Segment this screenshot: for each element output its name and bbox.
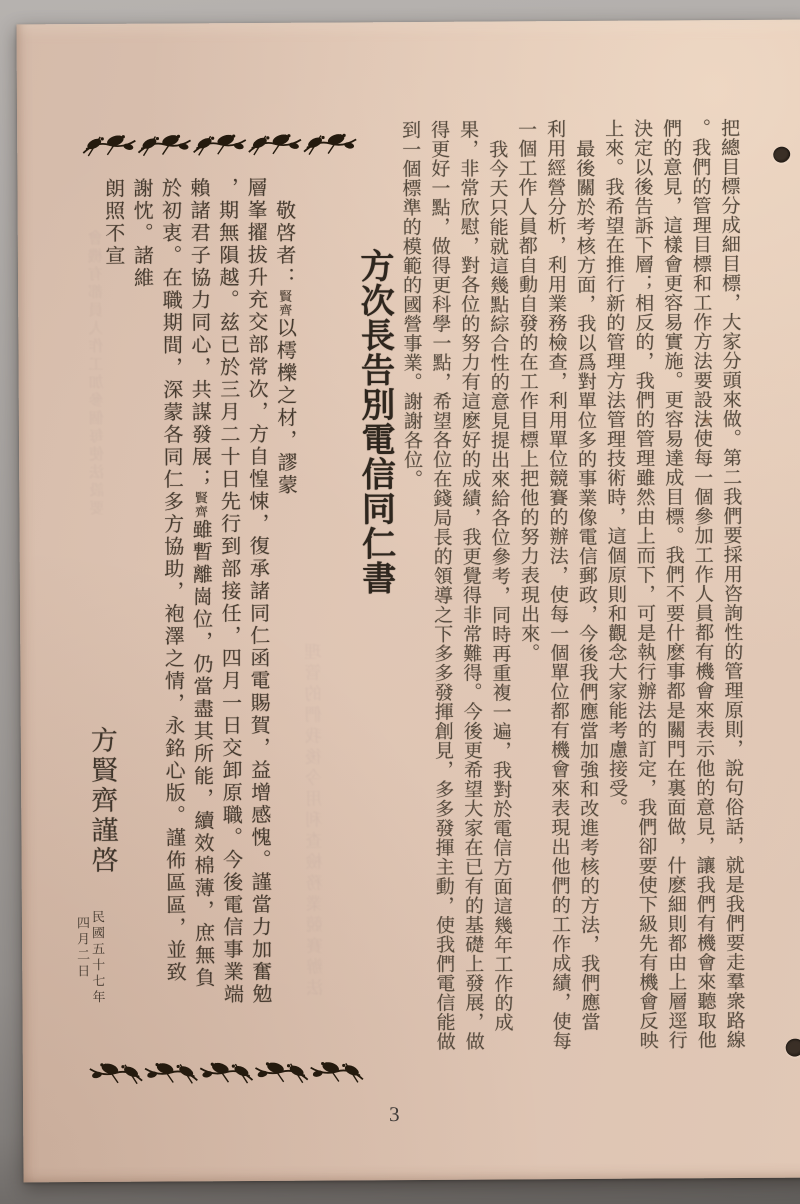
text-column xyxy=(269,177,303,1047)
text-column: 們的意見，這樣會更容易實施。更容易達成目標。我們不要什麽事都是關門在裏面做，什麽細則都由上層逕行 xyxy=(660,118,687,1050)
text-column: 朗照不宣 xyxy=(101,177,124,268)
text-column: 利用經營分析，利用業務檢查，利用單位競賽的辦法，使每一個單位都有機會來表現出他們的工作成績，使每 xyxy=(544,119,571,1051)
text-column: 我今天只能就這幾點綜合性的意見提出來給各位參考，同時再重複一遍，我對於電信方面這幾年工作的成 xyxy=(486,139,513,1032)
floral-border-bottom-icon xyxy=(88,1056,364,1090)
punch-hole xyxy=(773,147,790,163)
text-column xyxy=(183,177,217,1047)
text-column: 層峯擢拔升充交部常次，方自惶悚，復承諸同仁函電賜賀，益增感愧。謹當力加奮勉 xyxy=(243,176,271,1006)
page-number: 3 xyxy=(389,1102,401,1127)
text-column: 果，非常欣慰，對各位的努力有這麽好的成績，我更覺得非常難得。今後更希望大家在已有的基礎上發展，做 xyxy=(457,119,484,1051)
text-column: 謝忱。諸維 xyxy=(129,177,153,290)
text-column: 最後關於考核方面，我以爲對單位多的事業像電信郵政，今後我們應當加強和改進考核的方法，我們應當 xyxy=(573,138,600,1032)
speech-conclusion-section xyxy=(395,118,749,1060)
text-column: 一個工作人員都自動自發的在工作目標上把他的努力表現出來。 xyxy=(515,119,540,663)
text-run: 賴諸君子協力同心，共謀發展； xyxy=(186,177,211,491)
show-through-text: 理管的們我後今用利查檢務業競賽辦法 xyxy=(305,642,327,1000)
letter-title: 方次長告別電信同仁書 xyxy=(354,248,394,596)
text-column: 上來。我希望在推行新的管理方法管理技術時，這個原則和觀念大家能考慮接受。 xyxy=(602,118,628,818)
date-column: 民國五十七年 xyxy=(89,909,106,1006)
text-column: 到一個標準的模範的國營事業。謝謝各位。 xyxy=(399,119,423,489)
signature-date xyxy=(75,910,106,1006)
text-column: 把總目標分成細目標，大家分頭來做。第二我們要採用咨詢性的管理原則，說句俗話，就是我們要走羣衆路線 xyxy=(718,118,745,1050)
salutation: 敬啓者： xyxy=(272,199,296,290)
text-column: 。我們的管理目標和工作方法要設法使每一個參加工作人員都有機會來表示他的意見，讓我們有機會來聽取他 xyxy=(689,118,716,1050)
text-run: 以樗櫟之材，謬蒙 xyxy=(273,317,297,497)
punch-hole xyxy=(786,1039,800,1057)
show-through-text: 會機有都員人作工加參個每使法設要 xyxy=(88,229,107,518)
text-column: 決定以後告訴下層；相反的，我們的管理雖然由上而下，可是執行辦法的訂定，我們卻要使下級先有機會反映 xyxy=(631,118,658,1050)
signature-name: 方賢齊謹啓 xyxy=(86,725,118,877)
text-column: ，期無隕越。兹已於三月二十日先行到部接任，四月一日交卸原職。今後電信事業端 xyxy=(215,177,243,1007)
floral-border-top-icon xyxy=(82,128,358,162)
text-column: 得更好一點，做得更科學一點，希望各位在錢局長的領導之下多多發揮創見，多多發揮主動，使我們電信能做 xyxy=(428,119,455,1052)
text-run: 雖暫離崗位，仍當盡其所能，續效棉薄，庶無負 xyxy=(188,518,214,990)
writer-name-small: 賢齊 xyxy=(277,289,293,318)
writer-name-small: 賢齊 xyxy=(192,490,208,519)
document-page xyxy=(16,20,800,1183)
paper-blemish xyxy=(703,417,710,423)
text-column: 於初衷。在職期間，深蒙各同仁多方協助，袍澤之情，永銘心版。謹佈區區，並致 xyxy=(158,177,186,984)
signature-block xyxy=(71,726,133,1046)
date-column: 四月二日 xyxy=(74,915,91,981)
letter-title-block xyxy=(350,248,398,628)
